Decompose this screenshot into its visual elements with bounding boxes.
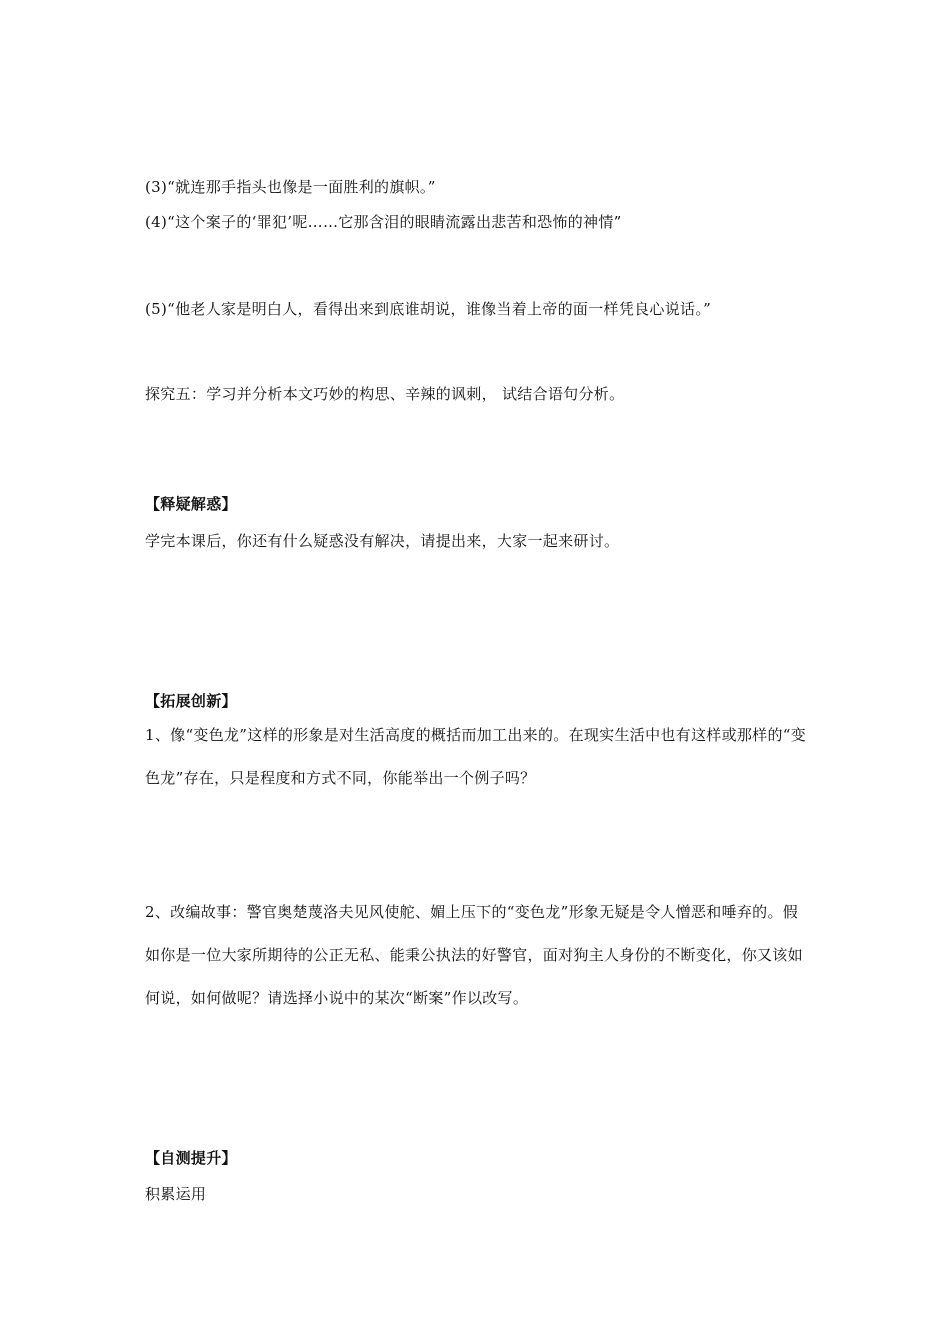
extension-item-1: 1、像“变色龙”这样的形象是对生活高度的概括而加工出来的。在现实生活中也有这样或那样的“变色龙”存在，只是程度和方式不同，你能举出一个例子吗？: [145, 726, 807, 787]
extension-item-2: 2、改编故事：警官奥楚蔑洛夫见风使舵、媚上压下的“变色龙”形象无疑是令人憎恶和唾弃的。假如你是一位大家所期待的公正无私、能秉公执法的好警官，面对狗主人身份的不断变化，你又该如何说，如何做呢？请选择小说中的某次“断案”作以改写。: [145, 903, 803, 1007]
analysis-item-4: (4)“这个案子的‘罪犯’呢……它那含泪的眼睛流露出悲苦和恐怖的神情”: [145, 213, 622, 231]
explore-five-question: 探究五：学习并分析本文巧妙的构思、辛辣的讽刺， 试结合语句分析。: [145, 385, 625, 403]
analysis-item-5: (5)“他老人家是明白人，看得出来到底谁胡说，谁像当着上帝的面一样凭良心说话。”: [145, 300, 712, 318]
selftest-section-heading: 【自测提升】: [145, 1149, 237, 1167]
extension-section-heading: 【拓展创新】: [145, 692, 237, 710]
selftest-subheading: 积累运用: [145, 1185, 207, 1203]
doubt-section-text: 学完本课后，你还有什么疑惑没有解决，请提出来，大家一起来研讨。: [145, 532, 620, 550]
doubt-section-heading: 【释疑解惑】: [145, 495, 237, 513]
analysis-item-3: (3)“就连那手指头也像是一面胜利的旗帜。”: [145, 178, 436, 196]
